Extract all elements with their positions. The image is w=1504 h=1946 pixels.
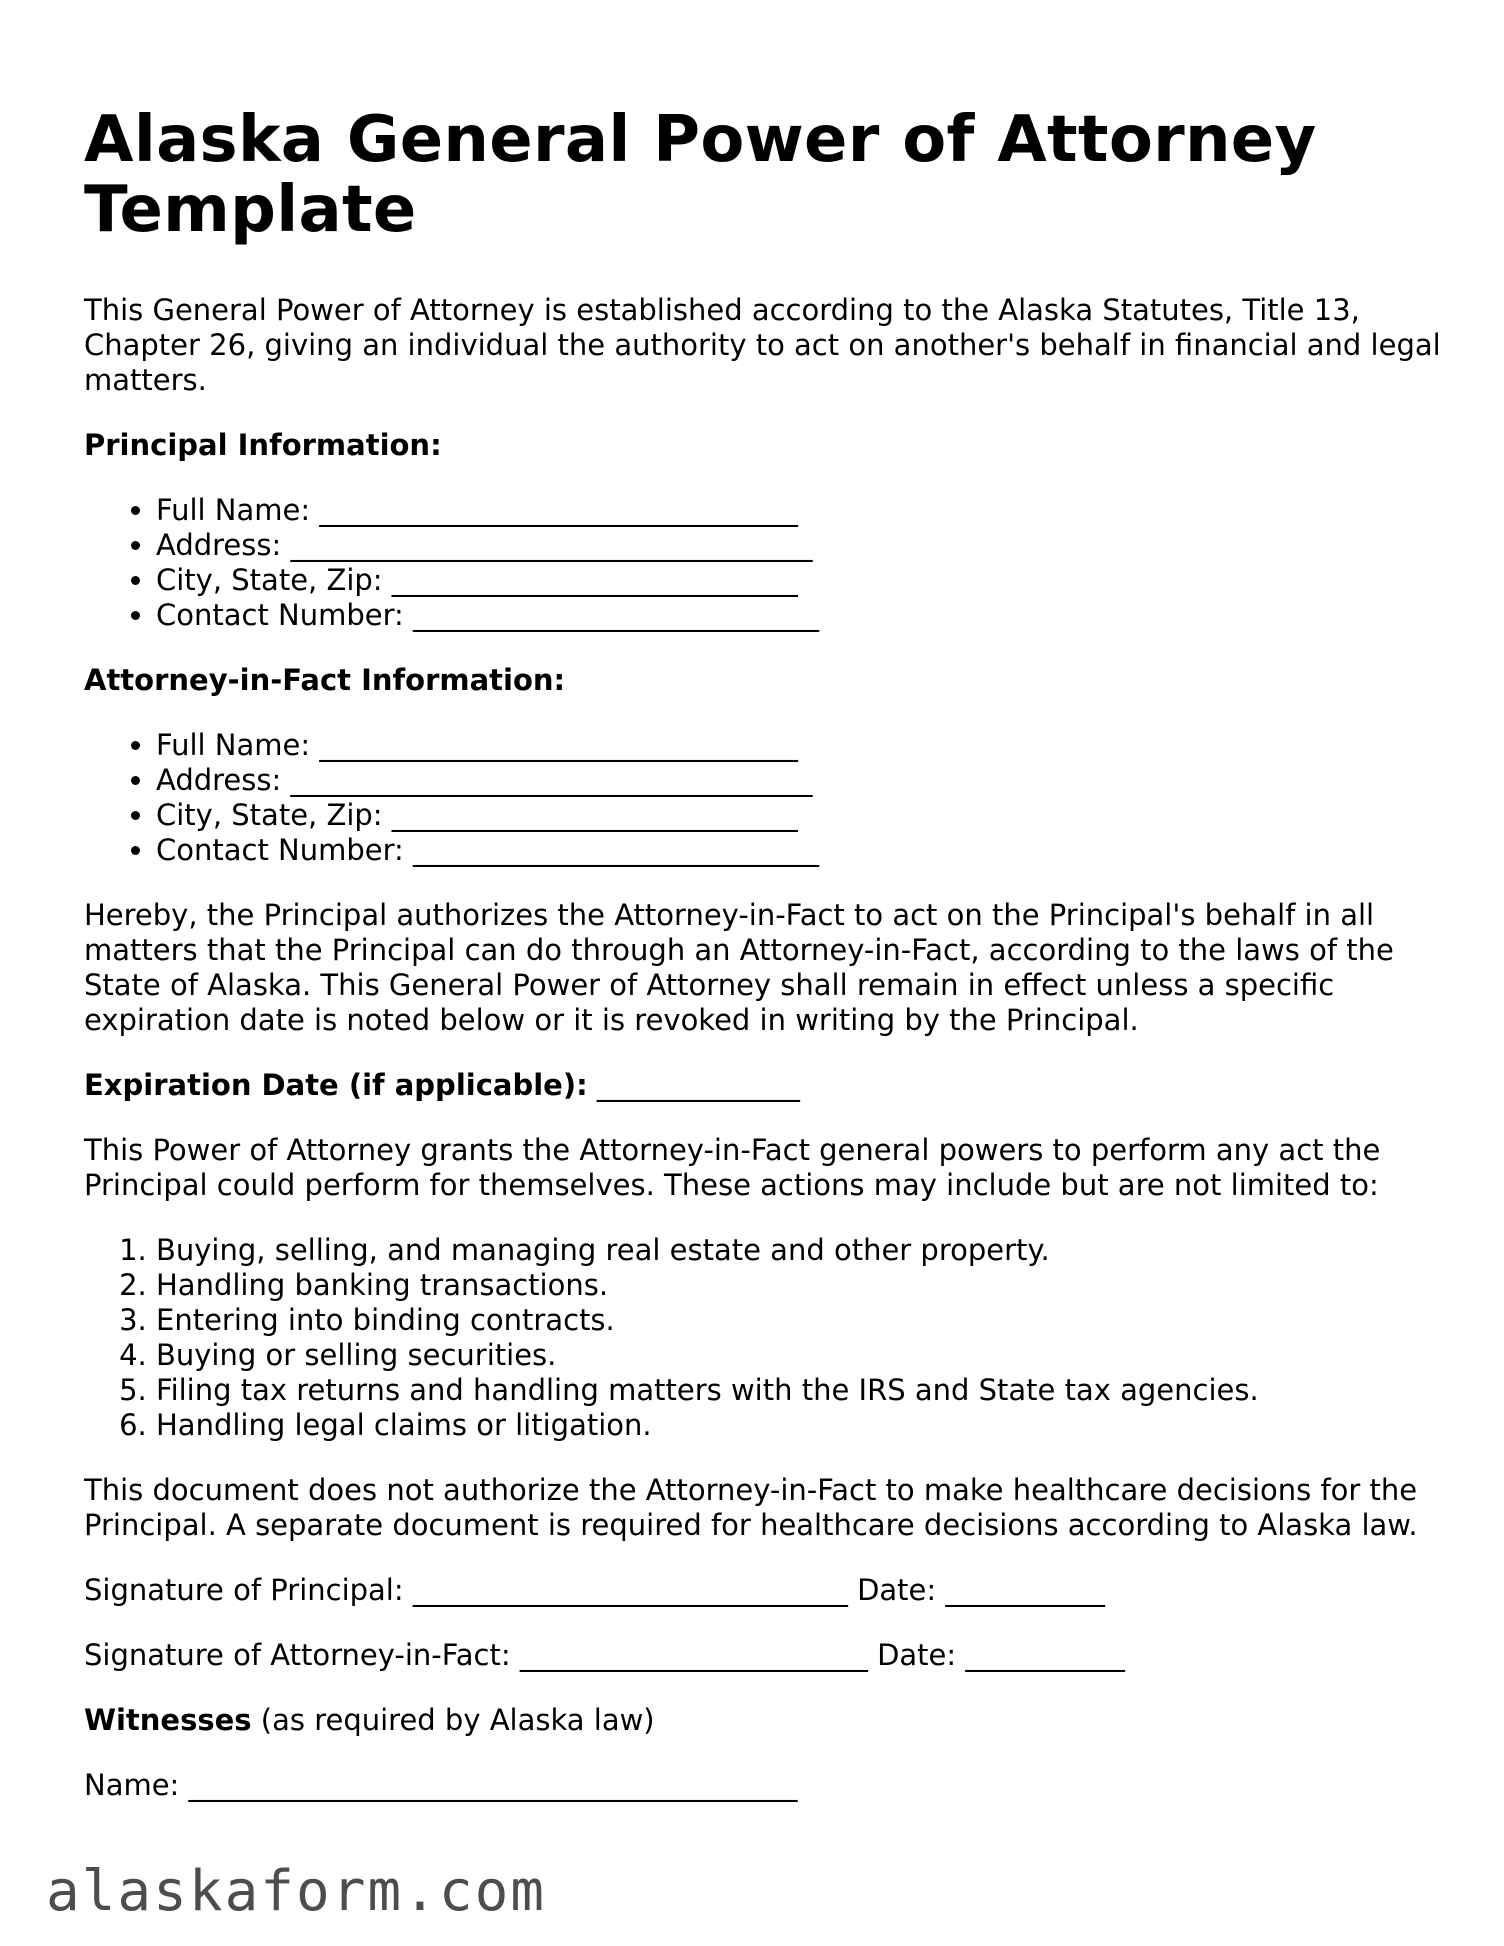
fill-line[interactable]: ____________________________ bbox=[413, 598, 820, 632]
field-label: City, State, Zip: bbox=[156, 563, 383, 597]
power-item: 6. Handling legal claims or litigation. bbox=[156, 1408, 1444, 1443]
principal-signature-label: Signature of Principal: bbox=[84, 1573, 404, 1607]
expiration-date-line bbox=[84, 1068, 1444, 1103]
fill-line[interactable]: ____________________________ bbox=[391, 563, 798, 597]
fill-line[interactable]: ____________________________ bbox=[413, 833, 820, 867]
power-item: 1. Buying, selling, and managing real estate and other property. bbox=[156, 1233, 1444, 1268]
fill-line[interactable]: _________________________________ bbox=[319, 493, 798, 527]
fill-line[interactable]: ____________________________________ bbox=[290, 763, 813, 797]
power-item: 2. Handling banking transactions. bbox=[156, 1268, 1444, 1303]
powers-list bbox=[84, 1233, 1444, 1443]
attorney-city-state-zip-field bbox=[156, 798, 1444, 833]
principal-signature-fill-line[interactable]: ______________________________ bbox=[412, 1573, 848, 1607]
attorney-date-label: Date: bbox=[877, 1638, 957, 1672]
field-label: City, State, Zip: bbox=[156, 798, 383, 832]
witness-name-line bbox=[84, 1768, 1444, 1803]
attorney-date-fill-line[interactable]: ___________ bbox=[965, 1638, 1125, 1672]
fill-line[interactable]: ____________________________________ bbox=[290, 528, 813, 562]
principal-fields-list bbox=[84, 493, 1444, 633]
attorney-signature-label: Signature of Attorney-in-Fact: bbox=[84, 1638, 511, 1672]
power-item: 4. Buying or selling securities. bbox=[156, 1338, 1444, 1373]
witnesses-heading: Witnesses bbox=[84, 1703, 252, 1737]
attorney-fields-list bbox=[84, 728, 1444, 868]
field-label: Contact Number: bbox=[156, 598, 404, 632]
principal-address-field bbox=[156, 528, 1444, 563]
witnesses-line bbox=[84, 1703, 1444, 1738]
principal-city-state-zip-field bbox=[156, 563, 1444, 598]
principal-signature-line bbox=[84, 1573, 1444, 1608]
site-watermark: alaskaform.com bbox=[46, 1859, 547, 1924]
healthcare-note-paragraph: This document does not authorize the Attorney-in-Fact to make healthcare decisions for the Principal. A separate document is required for healthcare decisions according to Alaska law. bbox=[84, 1473, 1418, 1542]
attorney-signature-fill-line[interactable]: ________________________ bbox=[519, 1638, 868, 1672]
field-label: Address: bbox=[156, 528, 282, 562]
intro-paragraph: This General Power of Attorney is established according to the Alaska Statutes, Title 13, Chapter 26, giving an individual the authority to act on another's behalf in financial and legal matters. bbox=[84, 293, 1441, 397]
fill-line[interactable]: _________________________________ bbox=[319, 728, 798, 762]
attorney-contact-number-field bbox=[156, 833, 1444, 868]
fill-line[interactable]: ____________________________ bbox=[391, 798, 798, 832]
attorney-signature-line bbox=[84, 1638, 1444, 1673]
power-item: 5. Filing tax returns and handling matters with the IRS and State tax agencies. bbox=[156, 1373, 1444, 1408]
field-label: Contact Number: bbox=[156, 833, 404, 867]
witness-name-label: Name: bbox=[84, 1768, 180, 1802]
power-item: 3. Entering into binding contracts. bbox=[156, 1303, 1444, 1338]
authorization-paragraph: Hereby, the Principal authorizes the Attorney-in-Fact to act on the Principal's behalf in all matters that the Principal can do through an Attorney-in-Fact, according to the laws of the State of Alaska. This General Power of Attorney shall remain in effect unless a specific expiration date is noted below or it is revoked in writing by the Principal. bbox=[84, 898, 1394, 1037]
principal-contact-number-field bbox=[156, 598, 1444, 633]
expiration-label: Expiration Date (if applicable): bbox=[84, 1068, 588, 1102]
attorney-heading: Attorney-in-Fact Information: bbox=[84, 663, 566, 697]
attorney-address-field bbox=[156, 763, 1444, 798]
document-page bbox=[84, 105, 1444, 1833]
principal-date-label: Date: bbox=[857, 1573, 937, 1607]
witness-name-fill-line[interactable]: __________________________________________ bbox=[188, 1768, 798, 1802]
principal-full-name-field bbox=[156, 493, 1444, 528]
field-label: Full Name: bbox=[156, 728, 311, 762]
witnesses-note: (as required by Alaska law) bbox=[260, 1703, 655, 1737]
principal-heading: Principal Information: bbox=[84, 428, 442, 462]
document-title: Alaska General Power of Attorney Template bbox=[84, 103, 1317, 247]
attorney-full-name-field bbox=[156, 728, 1444, 763]
principal-date-fill-line[interactable]: ___________ bbox=[945, 1573, 1105, 1607]
field-label: Full Name: bbox=[156, 493, 311, 527]
field-label: Address: bbox=[156, 763, 282, 797]
powers-intro-paragraph: This Power of Attorney grants the Attorney-in-Fact general powers to perform any act the Principal could perform for themselves. These actions may include but are not limited to: bbox=[84, 1133, 1381, 1202]
expiration-fill-line[interactable]: ______________ bbox=[596, 1068, 800, 1102]
